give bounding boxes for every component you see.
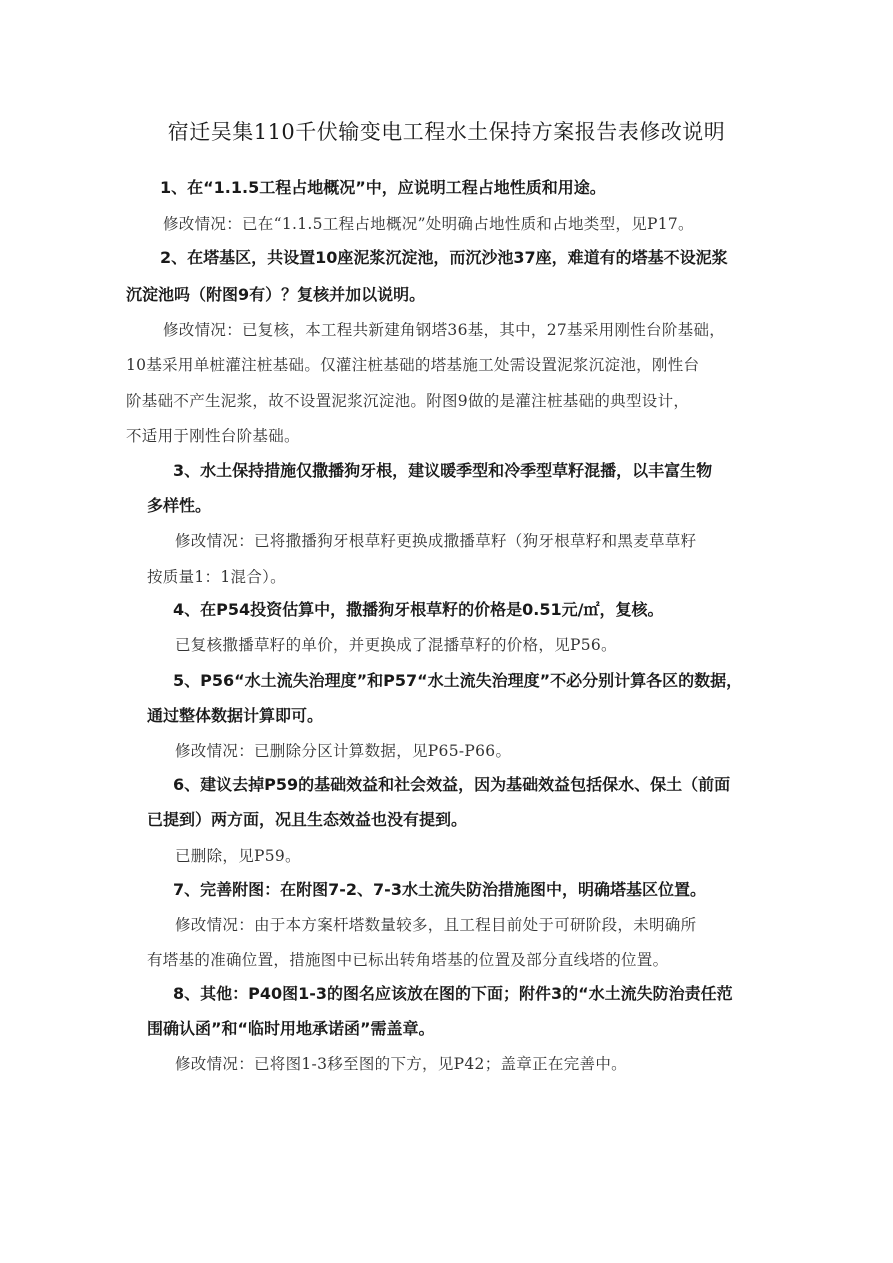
item-5-answer: 修改情况：已删除分区计算数据，见P65-P66。 bbox=[175, 742, 512, 760]
item-1-question: 1、在“1.1.5工程占地概况”中，应说明工程占地性质和用途。 bbox=[160, 178, 606, 197]
item-8-question-line-1: 8、其他：P40图1-3的图名应该放在图的下面；附件3的“水土流失防治责任范 bbox=[173, 984, 733, 1003]
item-3-question-line-2: 多样性。 bbox=[147, 496, 212, 515]
item-2-question-line-1: 2、在塔基区，共设置10座泥浆沉淀池，而沉沙池37座，难道有的塔基不设泥浆 bbox=[160, 248, 728, 267]
item-2-answer-line-1: 修改情况：已复核，本工程共新建角钢塔36基，其中，27基采用刚性台阶基础， bbox=[163, 321, 726, 339]
item-2-answer-line-2: 10基采用单桩灌注桩基础。仅灌注桩基础的塔基施工处需设置泥浆沉淀池，刚性台 bbox=[126, 356, 700, 374]
item-2-question-line-2: 沉淀池吗（附图9有）？复核并加以说明。 bbox=[126, 285, 426, 304]
item-3-answer-line-2: 按质量1：1混合）。 bbox=[147, 568, 286, 586]
item-7-answer-line-1: 修改情况：由于本方案杆塔数量较多，且工程目前处于可研阶段，未明确所 bbox=[175, 916, 697, 934]
item-2-answer-line-4: 不适用于刚性台阶基础。 bbox=[126, 427, 300, 445]
item-5-question-line-2: 通过整体数据计算即可。 bbox=[147, 706, 324, 725]
item-6-answer: 已删除，见P59。 bbox=[175, 847, 301, 865]
item-8-question-line-2: 围确认函”和“临时用地承诺函”需盖章。 bbox=[147, 1019, 435, 1038]
item-3-question-line-1: 3、水土保持措施仅撒播狗牙根，建议暖季型和冷季型草籽混播，以丰富生物 bbox=[173, 461, 713, 480]
item-6-question-line-2: 已提到）两方面，况且生态效益也没有提到。 bbox=[147, 810, 468, 829]
item-4-question: 4、在P54投资估算中，撒播狗牙根草籽的价格是0.51元/㎡，复核。 bbox=[173, 600, 664, 619]
item-1-answer: 修改情况：已在“1.1.5工程占地概况”处明确占地性质和占地类型，见P17。 bbox=[163, 215, 694, 233]
item-4-answer: 已复核撒播草籽的单价，并更换成了混播草籽的价格，见P56。 bbox=[175, 636, 617, 654]
item-3-answer-line-1: 修改情况：已将撒播狗牙根草籽更换成撒播草籽（狗牙根草籽和黑麦草草籽 bbox=[175, 532, 697, 550]
document-title: 宿迁吴集110千伏输变电工程水土保持方案报告表修改说明 bbox=[167, 120, 726, 144]
item-7-question: 7、完善附图：在附图7-2、7-3水土流失防治措施图中，明确塔基区位置。 bbox=[173, 880, 706, 899]
item-2-answer-line-3: 阶基础不产生泥浆，故不设置泥浆沉淀池。附图9做的是灌注桩基础的典型设计， bbox=[126, 392, 690, 410]
item-6-question-line-1: 6、建议去掉P59的基础效益和社会效益，因为基础效益包括保水、保土（前面 bbox=[173, 775, 731, 794]
item-5-question-line-1: 5、P56“水土流失治理度”和P57“水土流失治理度”不必分别计算各区的数据， bbox=[173, 671, 743, 690]
item-8-answer: 修改情况：已将图1-3移至图的下方，见P42；盖章正在完善中。 bbox=[175, 1055, 627, 1073]
item-7-answer-line-2: 有塔基的准确位置，措施图中已标出转角塔基的位置及部分直线塔的位置。 bbox=[147, 951, 669, 969]
